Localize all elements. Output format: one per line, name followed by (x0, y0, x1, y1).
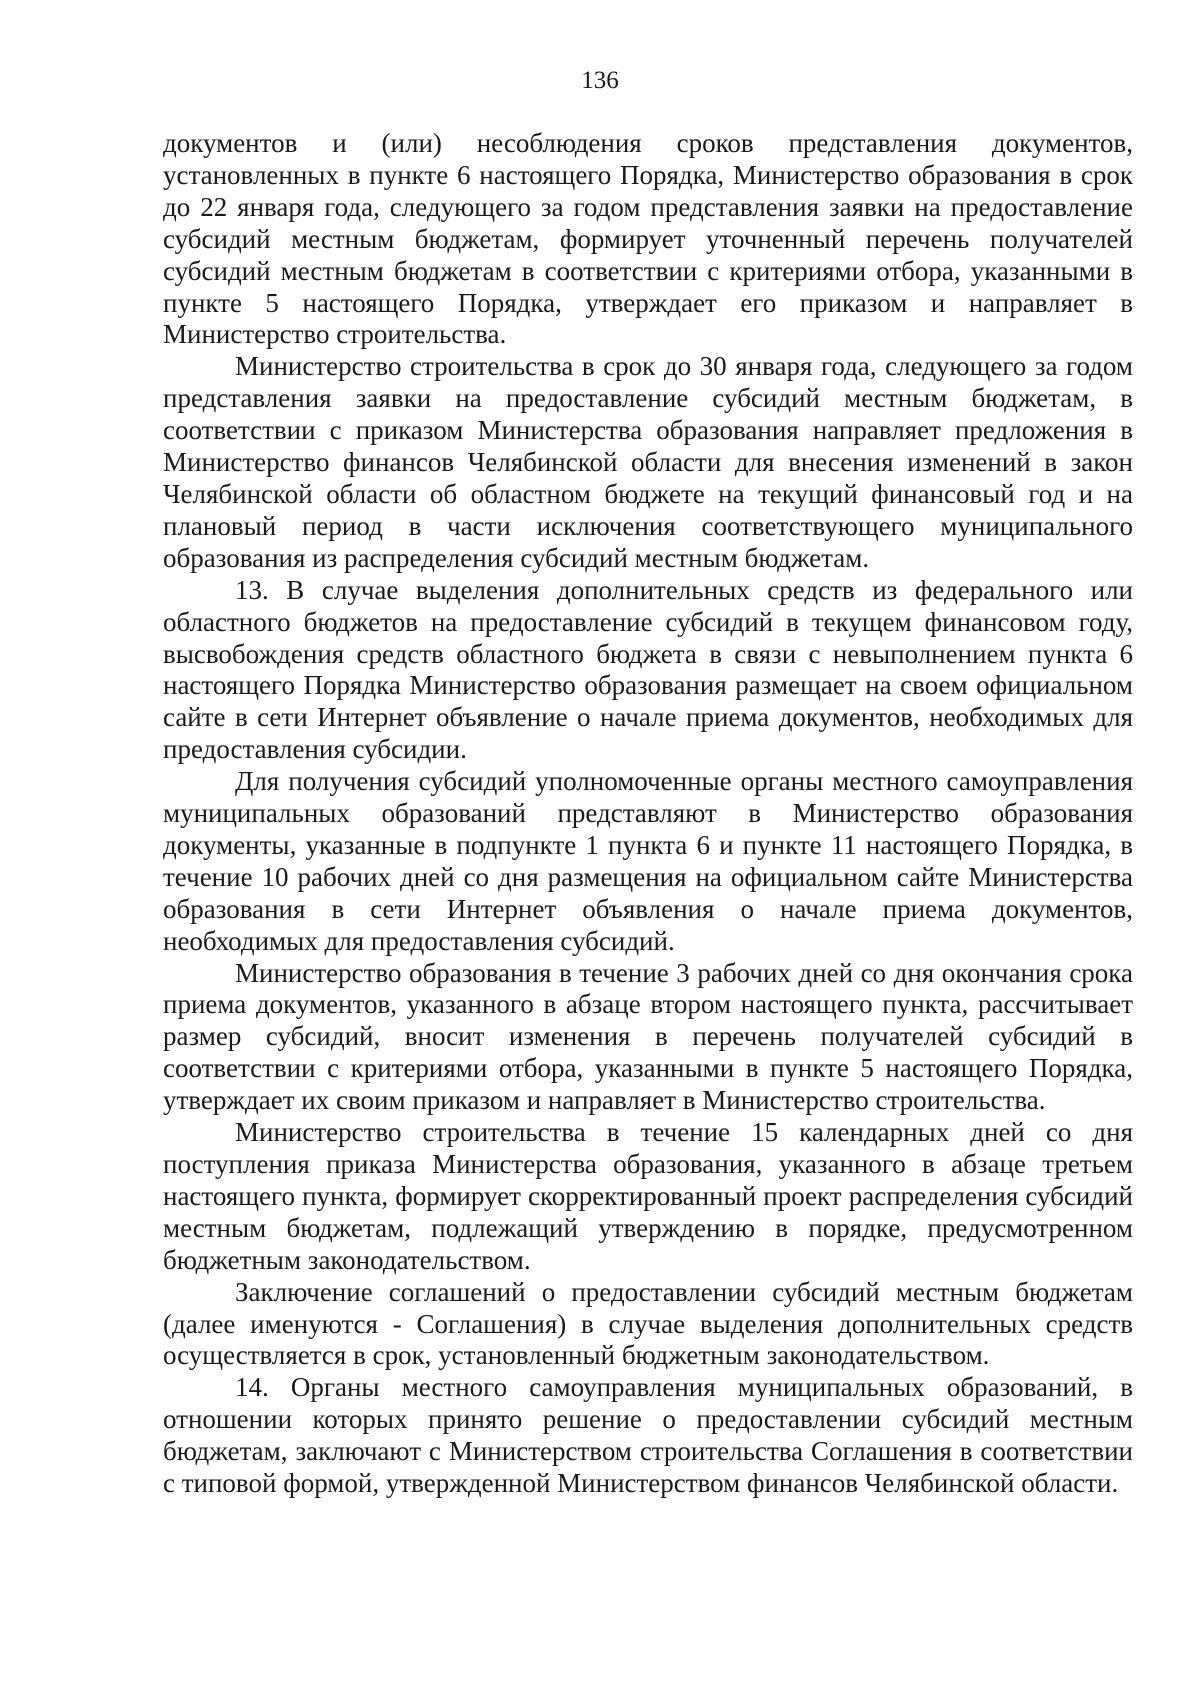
paragraph-agreements-conclusion: Заключение соглашений о предоставлении субсидий местным бюджетам (далее именуются - Соглашения) в случае выделения дополнительных средств осуществляется в срок, установленный бюджетным законодательством. (163, 1276, 1133, 1371)
paragraph-continuation: документов и (или) несоблюдения сроков представления документов, установленных в пункте 6 настоящего Порядка, Министерство образования в срок до 22 января года, следующего за годом представления заявки на предоставление субсидий местным бюджетам, формирует уточненный перечень получателей субсидий местным бюджетам в соответствии с критериями отбора, указанными в пункте 5 настоящего Порядка, утверждает его приказом и направляет в Министерство строительства. (163, 128, 1133, 350)
paragraph-item-13: 13. В случае выделения дополнительных средств из федерального или областного бюджетов на предоставление субсидий в текущем финансовом году, высвобождения средств областного бюджета в связи с невыполнением пункта 6 настоящего Порядка Министерство образования размещает на своем официальном сайте в сети Интернет объявление о начале приема документов, необходимых для предоставления субсидии. (163, 574, 1133, 765)
page-number: 136 (581, 67, 619, 94)
paragraph-adjusted-distribution: Министерство строительства в течение 15 календарных дней со дня поступления приказа Министерства образования, указанного в абзаце третьем настоящего пункта, формирует скорректированный проект распределения субсидий местным бюджетам, подлежащий утверждению в порядке, предусмотренном бюджетным законодательством. (163, 1117, 1133, 1275)
paragraph-ministry-construction-proposal: Министерство строительства в срок до 30 января года, следующего за годом представления заявки на предоставление субсидий местным бюджетам, в соответствии с приказом Министерства образования направляет предложения в Министерство финансов Челябинской области для внесения изменений в закон Челябинской области об областном бюджете на текущий финансовый год и на плановый период в части исключения соответствующего муниципального образования из распределения субсидий местным бюджетам. (163, 351, 1133, 573)
paragraph-item-14: 14. Органы местного самоуправления муниципальных образований, в отношении которых принято решение о предоставлении субсидий местным бюджетам, заключают с Министерством строительства Соглашения в соответствии с типовой формой, утвержденной Министерством финансов Челябинской области. (163, 1372, 1133, 1499)
paragraph-subsidy-calculation: Министерство образования в течение 3 рабочих дней со дня окончания срока приема документов, указанного в абзаце втором настоящего пункта, рассчитывает размер субсидий, вносит изменения в перечень получателей субсидий в соответствии с критериями отбора, указанными в пункте 5 настоящего Порядка, утверждает их своим приказом и направляет в Министерство строительства. (163, 957, 1133, 1116)
paragraph-documents-submission: Для получения субсидий уполномоченные органы местного самоуправления муниципальных образований представляют в Министерство образования документы, указанные в подпункте 1 пункта 6 и пункте 11 настоящего Порядка, в течение 10 рабочих дней со дня размещения на официальном сайте Министерства образования в сети Интернет объявления о начале приема документов, необходимых для предоставления субсидий. (163, 766, 1133, 956)
document-body (163, 128, 1133, 1500)
